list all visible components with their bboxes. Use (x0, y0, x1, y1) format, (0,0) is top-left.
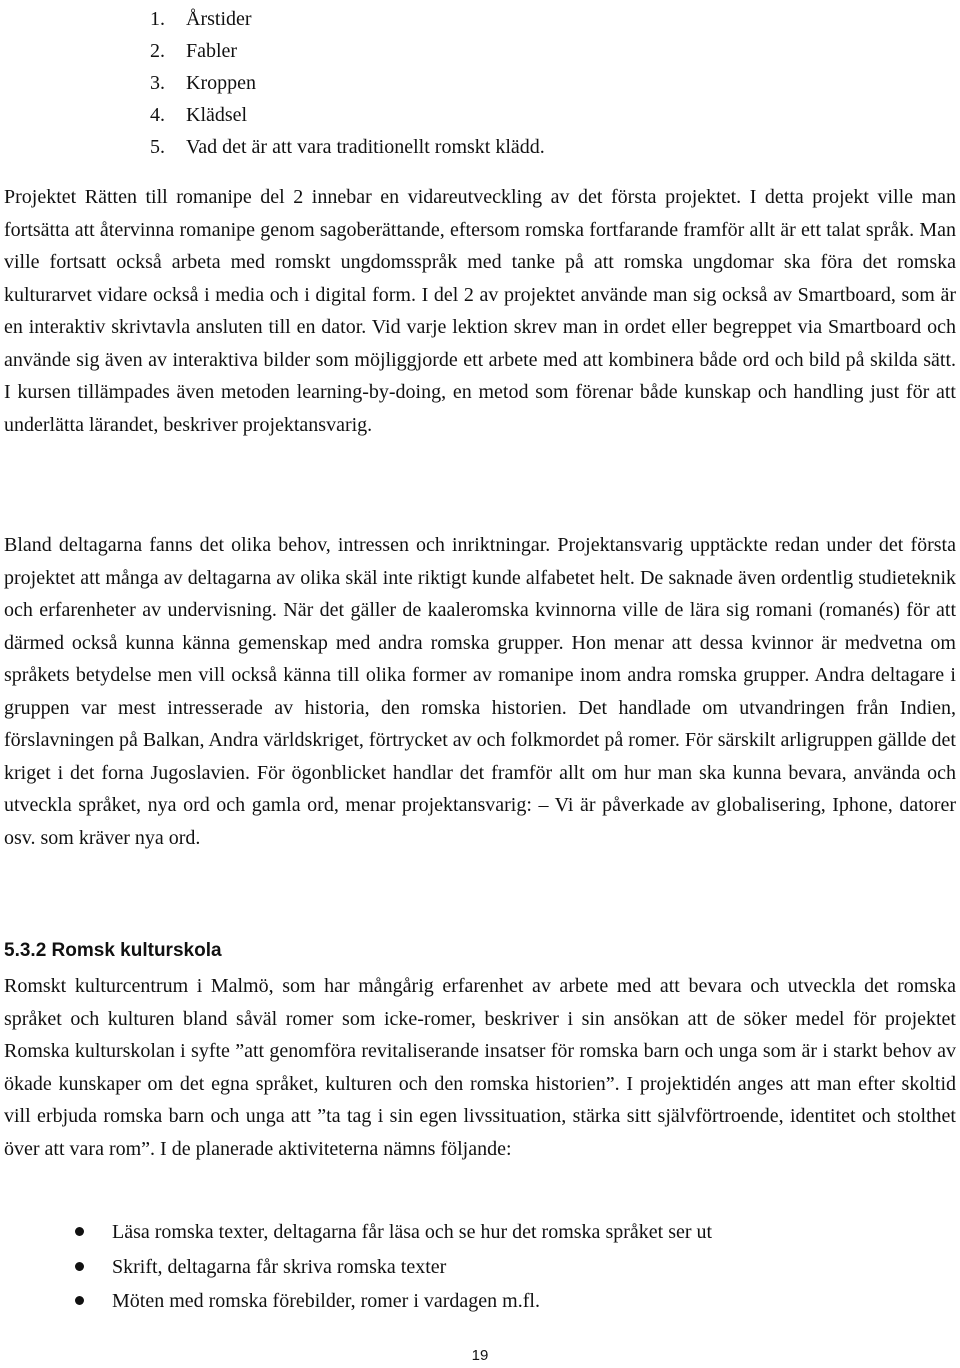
section-heading: 5.3.2 Romsk kulturskola (4, 940, 222, 961)
list-text: Årstider (186, 8, 252, 30)
list-text: Kroppen (186, 72, 256, 94)
list-text: Klädsel (186, 104, 248, 126)
bullet-icon (75, 1262, 84, 1271)
page-number: 19 (471, 1347, 489, 1364)
bullet-text: Läsa romska texter, deltagarna får läsa och se hur det romska språket ser ut (112, 1221, 713, 1243)
bullet-text: Möten med romska förebilder, romer i vardagen m.fl. (112, 1290, 540, 1312)
paragraph-participants: Bland deltagarna fanns det olika behov, intressen och inriktningar. Projektansvarig upptäckte redan under det första projektet att många av deltagarna av olika skäl inte riktigt kunde alfabetet helt. De saknade även ordentlig studieteknik och erfarenheter av undervisning. När det gäller de kaaleromska kvinnorna ville de lära sig romani (romanés) för att därmed också kunna känna gemenskap med andra romska grupper. Hon menar att dessa kvinnor är medvetna om språkets betydelse men vill också känna till olika former av romanipe inom andra romska grupper. Andra deltagare i gruppen var mest intresserade av historia, den romska historien. Det handlade om utvandringen från Indien, förslavningen på Balkan, Andra världskriget, förtrycket av och folkmordet på romer. För särskilt arligruppen gällde det kriget i det forna Jugoslavien. För ögonblicket handlar det framför allt om hur man ska kunna bevara, använda och utveckla språket, nya ord och gamla ord, menar projektansvarig: – Vi är påverkade av globalisering, Iphone, datorer osv. som kräver nya ord. (4, 534, 956, 849)
bullet-list (0, 1215, 712, 1319)
list-item (0, 3, 545, 35)
list-number: 4. (150, 104, 165, 126)
paragraph-smartboard: Projektet Rätten till romanipe del 2 innebar en vidareutveckling av det första projektet. I detta projekt ville man fortsätta att återvinna romanipe genom sagoberättande, eftersom romska fortfarande framför allt är ett talat språk. Man ville fortsatt också arbeta med romskt ungdomsspråk med tanke på att romska ungdomar ska föra det romska kulturarvet vidare också i media och i digital form. I del 2 av projektet använde man sig också av Smartboard, som är en interaktiv skrivtavla ansluten till en dator. Vid varje lektion skrev man in ordet eller begreppet via Smartboard och använde sig även av interaktiva bilder som möjliggjorde ett arbete med att kombinera både ord och bild på skilda sätt. I kursen tillämpades även metoden learning-by-doing, en metod som förenar både kunskap och handling just för att underlätta lärandet, beskriver projektansvarig. (4, 186, 956, 436)
bullet-icon (75, 1227, 84, 1236)
bullet-item (0, 1215, 712, 1250)
bullet-icon (75, 1296, 84, 1305)
numbered-list (0, 3, 545, 163)
list-text: Fabler (186, 40, 238, 62)
list-number: 5. (150, 136, 165, 158)
list-item (0, 131, 545, 163)
list-number: 1. (150, 8, 165, 30)
list-number: 3. (150, 72, 165, 94)
list-number: 2. (150, 40, 165, 62)
list-item (0, 35, 545, 67)
paragraph-kulturskola: Romskt kulturcentrum i Malmö, som har mångårig erfarenhet av arbete med att bevara och utveckla det romska språket och kulturen bland såväl romer som icke-romer, beskriver i sin ansökan att de söker medel för projektet Romska kulturskolan i syfte ”att genomföra revitaliserande insatser för romska barn och unga som är i starkt behov av ökade kunskaper om det egna språket, kulturen och den romska historien”. I projektidén anges att man efter skoltid vill erbjuda romska barn och unga att ”ta tag i sin egen livssituation, stärka sitt självförtroende, identitet och stolthet över att vara rom”. I de planerade aktiviteterna nämns följande: (4, 975, 956, 1160)
list-text: Vad det är att vara traditionellt romskt klädd. (186, 136, 545, 158)
list-item (0, 67, 545, 99)
bullet-item (0, 1284, 712, 1319)
bullet-item (0, 1250, 712, 1285)
bullet-text: Skrift, deltagarna får skriva romska texter (112, 1255, 447, 1278)
list-item (0, 99, 545, 131)
